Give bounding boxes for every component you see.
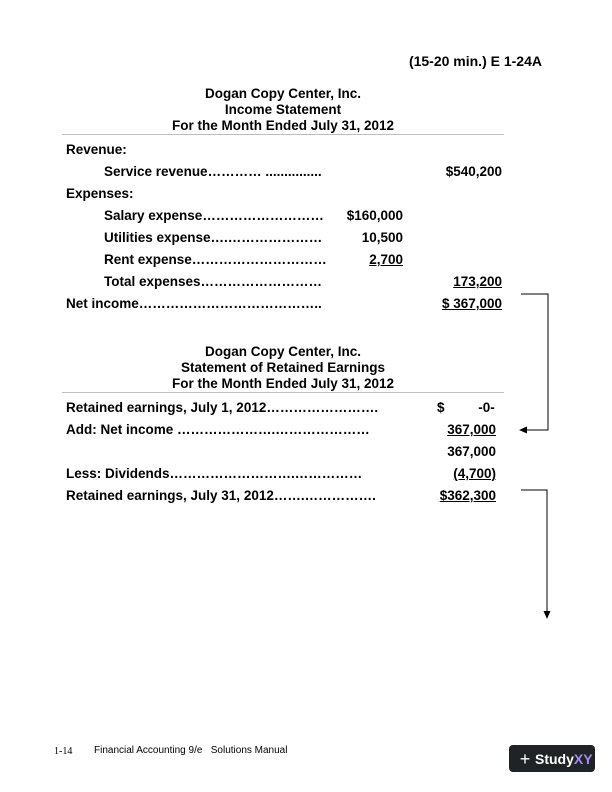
re-add-net-income-label: Add: Net income ………………….…………………	[66, 422, 370, 437]
re-statement-title: Statement of Retained Earnings	[180, 360, 386, 375]
salary-expense-amount: $160,000	[346, 208, 403, 223]
income-company-name: Dogan Copy Center, Inc.	[204, 86, 362, 101]
badge-accent-text: XY	[573, 750, 593, 767]
re-add-net-income-amount: 367,000	[447, 422, 496, 437]
plus-icon: +	[519, 748, 531, 769]
retained-earnings-arrow-line	[521, 490, 547, 612]
income-statement-period: For the Month Ended July 31, 2012	[171, 118, 395, 133]
re-dividends-amount: (4,700)	[453, 466, 496, 481]
footer-book-title: Financial Accounting 9/e Solutions Manual	[94, 745, 288, 756]
utilities-expense-amount: 10,500	[361, 230, 403, 245]
retained-earnings-arrow-head	[544, 611, 551, 619]
salary-expense-label: Salary expense………………………	[104, 208, 324, 223]
income-statement-title: Income Statement	[224, 102, 342, 117]
badge-text: Study	[535, 750, 574, 767]
re-beginning-amount: $ -0-	[437, 400, 495, 415]
page-number: 1-14	[54, 746, 73, 757]
rent-expense-amount: 2,700	[369, 252, 403, 267]
service-revenue-amount: $540,200	[445, 164, 502, 179]
rent-expense-label: Rent expense…………………………	[104, 252, 327, 267]
net-income-amount: $ 367,000	[441, 296, 502, 311]
studyxy-badge	[509, 745, 595, 772]
service-revenue-label: Service revenue………… ...............	[104, 164, 322, 179]
utilities-expense-label: Utilities expense….…………………	[104, 230, 323, 245]
re-beginning-label: Retained earnings, July 1, 2012…………………….	[66, 400, 379, 415]
re-company-name: Dogan Copy Center, Inc.	[204, 344, 362, 359]
net-income-arrow-head	[519, 427, 527, 434]
re-dividends-label: Less: Dividends……………………….……………	[66, 466, 363, 481]
re-ending-amount: $362,300	[439, 488, 496, 503]
total-expenses-amount: 173,200	[453, 274, 502, 289]
re-heading-rule	[62, 392, 504, 393]
re-statement-period: For the Month Ended July 31, 2012	[171, 376, 395, 391]
exercise-reference: (15-20 min.) E 1-24A	[408, 53, 542, 69]
revenue-label: Revenue:	[66, 142, 127, 157]
re-ending-label: Retained earnings, July 31, 2012…….…………….	[66, 488, 376, 503]
income-heading-rule	[62, 134, 504, 135]
total-expenses-label: Total expenses………………………	[104, 274, 323, 289]
re-subtotal-amount: 367,000	[447, 444, 496, 459]
expenses-label: Expenses:	[66, 186, 134, 201]
net-income-label: Net income…………………………………..	[66, 296, 322, 311]
net-income-arrow-line	[521, 294, 548, 430]
